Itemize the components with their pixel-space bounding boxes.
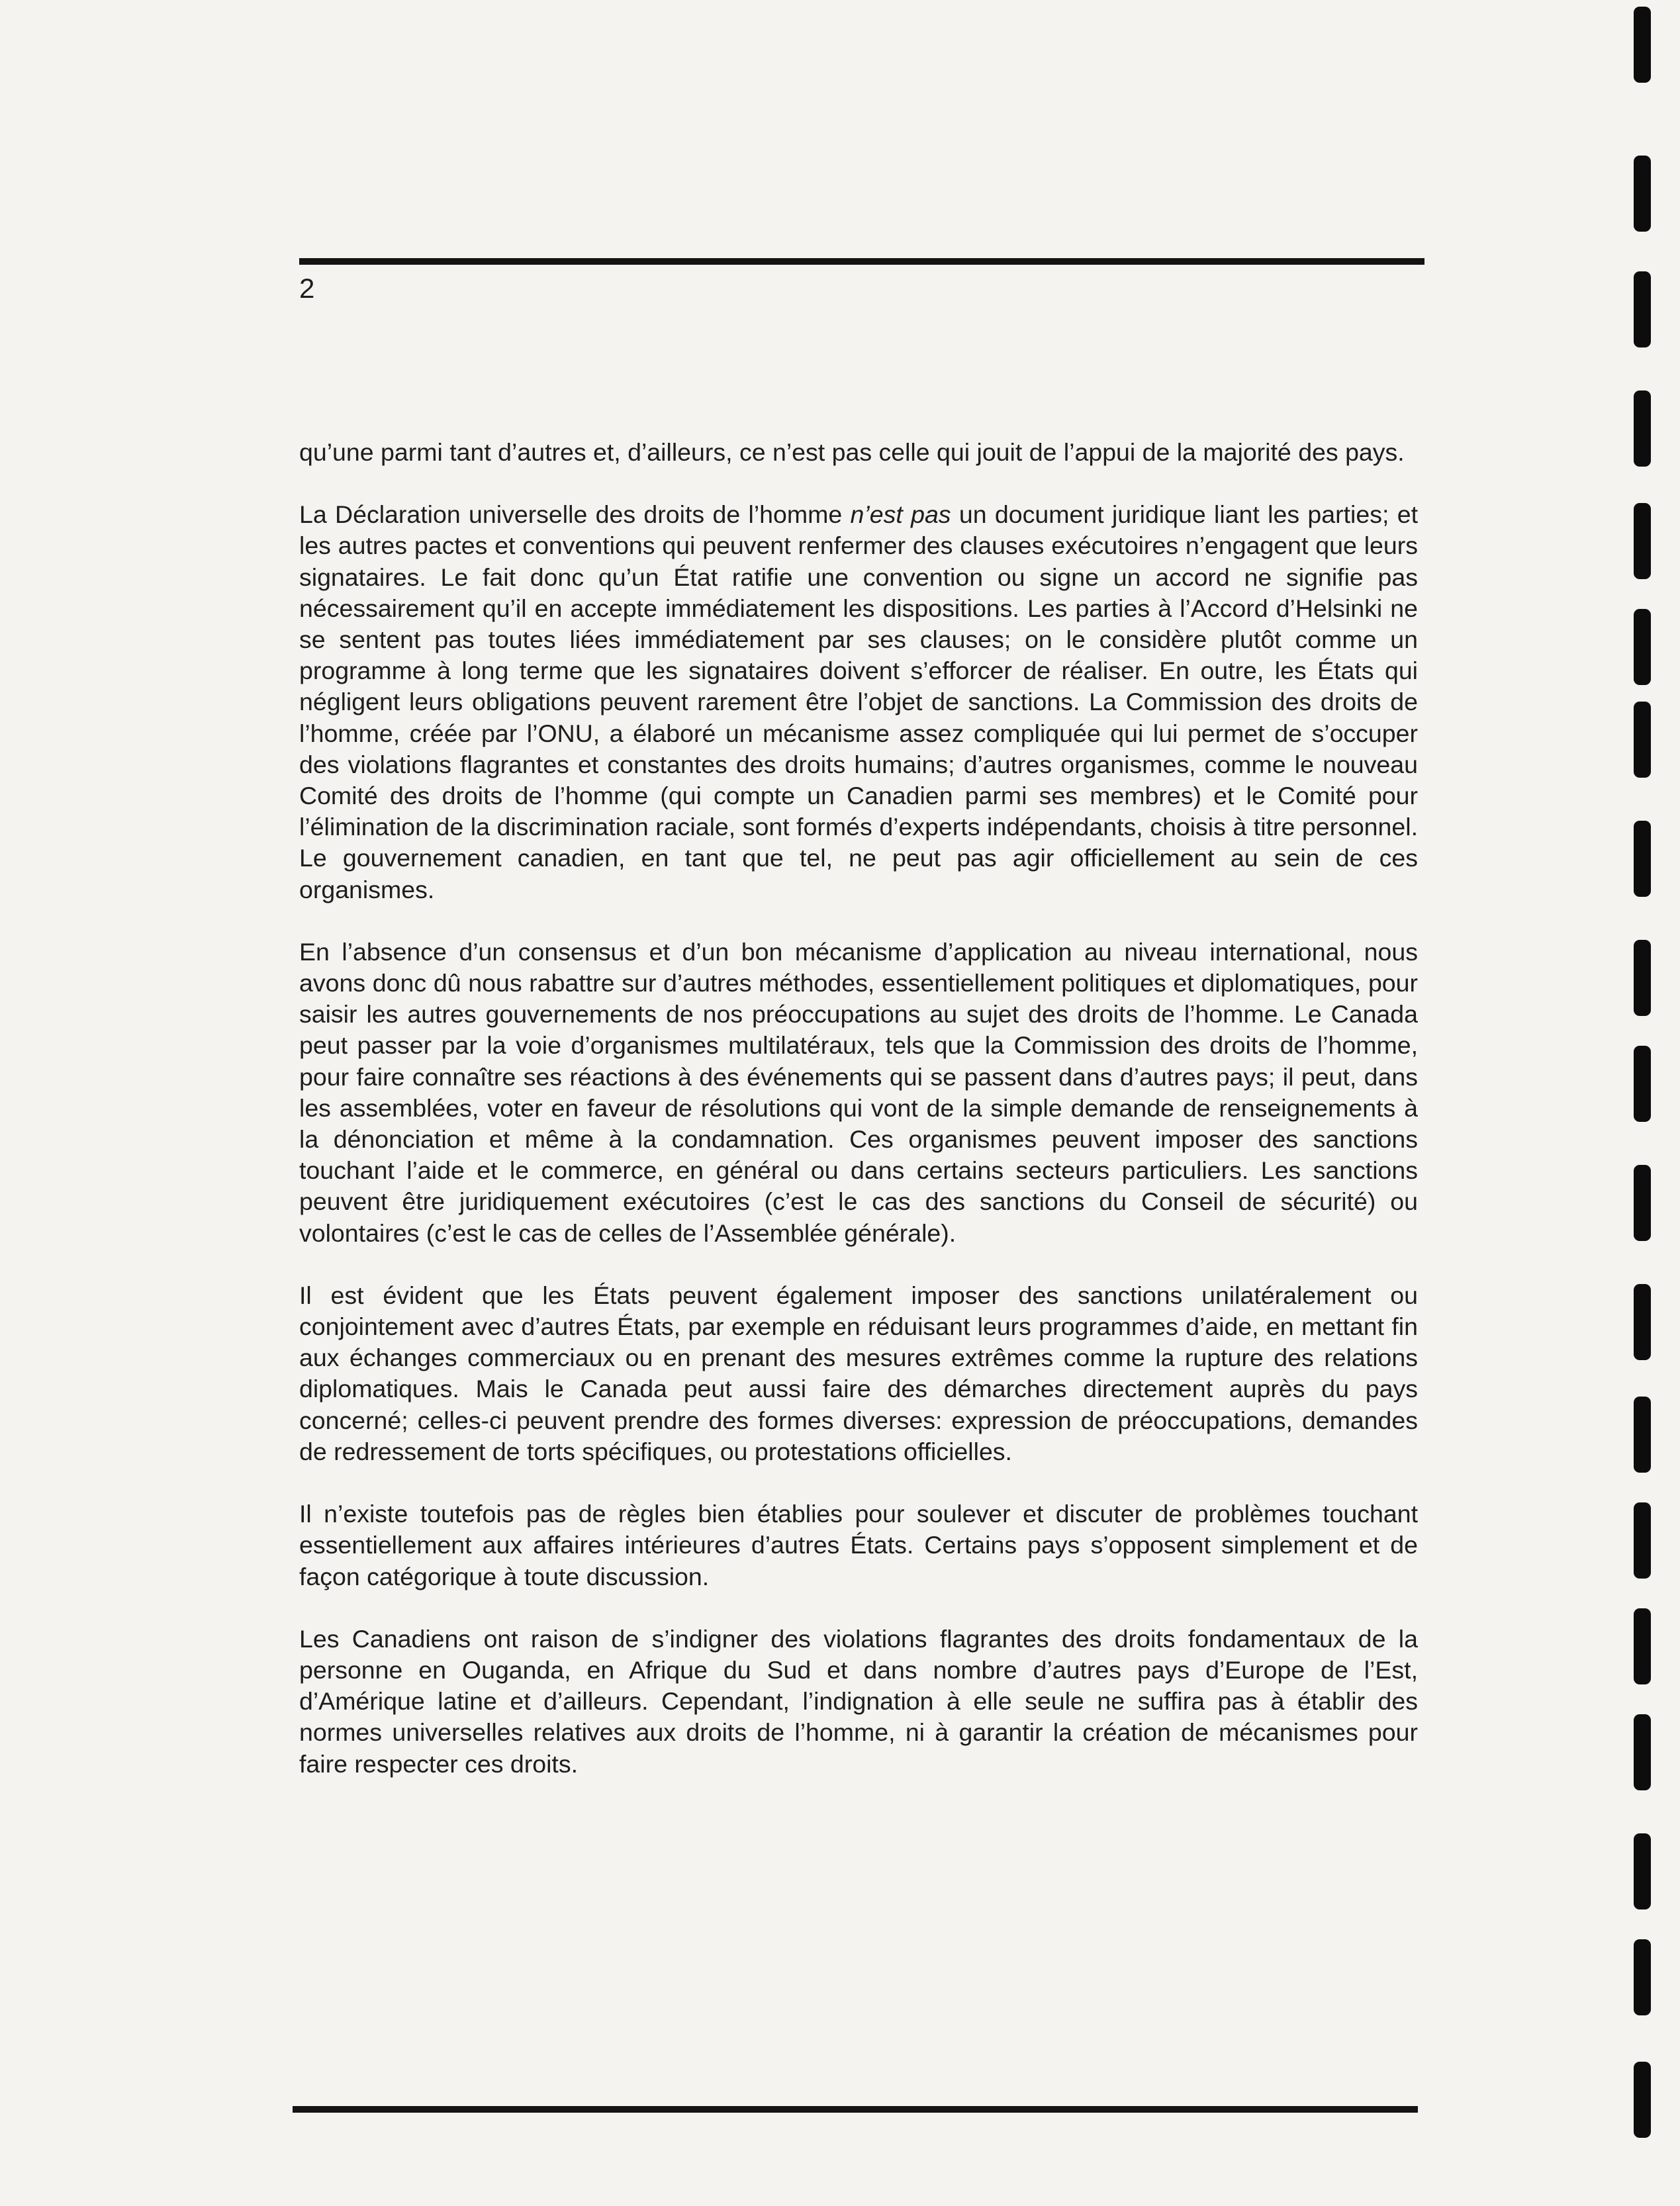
binding-mark <box>1634 940 1651 1016</box>
binding-mark <box>1634 1939 1651 2015</box>
binding-marks <box>1627 0 1660 2206</box>
binding-mark <box>1634 271 1651 347</box>
paragraph-6: Les Canadiens ont raison de s’indigner des violations flagrantes des droits fondamentaux de la personne en Ouganda, en Afrique du Sud et dans nombre d’autres pays d’Europe de l’Est, d’Amérique latine et d’ailleurs. Cependant, l’indignation à elle seule ne suffira pas à établir des normes universelles relatives aux droits de l’homme, ni à garantir la création de mécanismes pour faire respecter ces droits. <box>299 1624 1418 1778</box>
paragraph-3: En l’absence d’un consensus et d’un bon mécanisme d’application au niveau international, nous avons donc dû nous rabattre sur d’autres méthodes, essentiellement politiques et diplomatiques, pour saisir les autres gouvernements de nos préoccupations au sujet des droits de l’homme. Le Canada peut passer par la voie d’organismes multilatéraux, tels que la Commission des droits de l’homme, pour faire connaître ses réactions à des événements qui se passent dans d’autres pays; il peut, dans les assemblées, voter en faveur de résolutions qui vont de la simple demande de renseignements à la dénonciation et même à la condamnation. Ces organismes peuvent imposer des sanctions touchant l’aide et le commerce, en général ou dans certains secteurs particuliers. Les sanctions peuvent être juridiquement exécutoires (c’est le cas des sanctions du Conseil de sécurité) ou volontaires (c’est le cas de celles de l’Assemblée générale). <box>299 937 1418 1247</box>
paragraph-2-emphasis: n’est pas <box>850 500 951 529</box>
binding-mark <box>1634 503 1651 579</box>
paragraph-2 <box>299 499 1418 905</box>
bottom-rule <box>293 2106 1418 2113</box>
binding-mark <box>1634 2062 1651 2138</box>
binding-mark <box>1634 1714 1651 1790</box>
binding-mark <box>1634 1608 1651 1684</box>
binding-mark <box>1634 702 1651 778</box>
binding-mark <box>1634 1165 1651 1241</box>
binding-mark <box>1634 1284 1651 1360</box>
body-text <box>299 437 1418 1780</box>
binding-mark <box>1634 1397 1651 1473</box>
binding-mark <box>1634 821 1651 897</box>
binding-mark <box>1634 156 1651 232</box>
top-rule <box>299 258 1424 265</box>
page-number: 2 <box>299 273 315 304</box>
binding-mark <box>1634 1833 1651 1909</box>
binding-mark <box>1634 609 1651 685</box>
binding-mark <box>1634 391 1651 467</box>
paragraph-5: Il n’existe toutefois pas de règles bien établies pour soulever et discuter de problèmes touchant essentiellement aux affaires intérieures d’autres États. Certains pays s’opposent simplement et de façon catégorique à toute discussion. <box>299 1500 1418 1590</box>
paragraph-2-rest: un document juridique liant les parties; et les autres pactes et conventions qui peuvent renfermer des clauses exécutoires n’engagent que leurs signataires. Le fait donc qu’un État ratifie une convention ou signe un accord ne signifie pas nécessairement qu’il en accepte immédiatement les dispositions. Les parties à l’Accord d’Helsinki ne se sentent pas toutes liées immédiatement par ses clauses; on le considère plutôt comme un programme à long terme que les signataires doivent s’efforcer de réaliser. En outre, les États qui négligent leurs obligations peuvent rarement être l’objet de sanctions. La Commission des droits de l’homme, créée par l’ONU, a élaboré un mécanisme assez compliquée qui lui permet de s’occuper des violations flagrantes et constantes des droits humains; d’autres organismes, comme le nouveau Comité des droits de l’homme (qui compte un Canadien parmi ses membres) et le Comité pour l’élimination de la discrimination raciale, sont formés d’experts indépendants, choisis à titre personnel. Le gouvernement canadien, en tant que tel, ne peut pas agir officiellement au sein de ces organismes. <box>299 500 1419 903</box>
paragraph-2-start: La Déclaration universelle des droits de l’homme <box>299 500 851 529</box>
paragraph-4: Il est évident que les États peuvent également imposer des sanctions unilatéralement ou conjointement avec d’autres États, par exemple en réduisant leurs programmes d’aide, en mettant fin aux échanges commerciaux ou en prenant des mesures extrêmes comme la rupture des relations diplomatiques. Mais le Canada peut aussi faire des démarches directement auprès du pays concerné; celles-ci peuvent prendre des formes diverses: expression de préoccupations, demandes de redressement de torts spécifiques, ou protestations officielles. <box>299 1281 1418 1465</box>
binding-mark <box>1634 1502 1651 1579</box>
binding-mark <box>1634 7 1651 83</box>
paragraph-1: qu’une parmi tant d’autres et, d’ailleurs, ce n’est pas celle qui jouit de l’appui de la majorité des pays. <box>299 438 1405 466</box>
binding-mark <box>1634 1046 1651 1122</box>
